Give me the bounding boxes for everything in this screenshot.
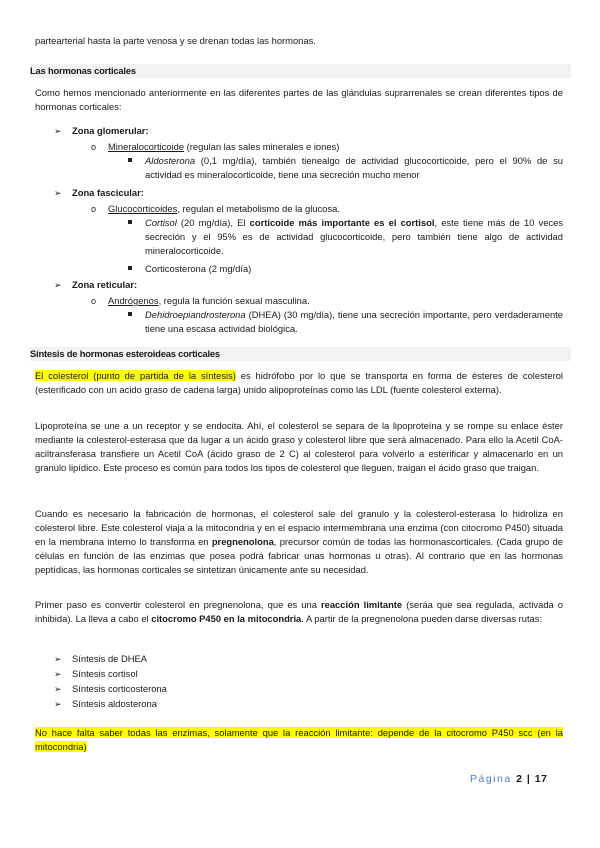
item-name: Cortisol <box>145 217 177 228</box>
bold-text: reacción limitante <box>320 599 403 610</box>
zone-type-desc: , regulan el metabolismo de la glucosa. <box>177 203 340 214</box>
highlighted-text: No hace falta saber todas las enzimas, solamente que la reacción limitante: depende de la citocromo P450 scc (en la mitocondria) <box>35 727 563 752</box>
route-item: Síntesis de DHEA <box>72 653 148 664</box>
bold-text: pregnenolona <box>211 536 274 547</box>
route-item: Síntesis corticosterona <box>72 683 167 694</box>
page-footer <box>470 772 547 786</box>
square-bullet-icon <box>128 266 132 270</box>
paragraph-fabricacion <box>35 507 563 577</box>
paragraph-text: , precursor común de todas las hormonascorticales. (Cada grupo de células en función de las enzimas que posea podrá fabricar unas hormonas u otras). Al contrario que en las hormonas peptídicas, las hormonas corticales se sintetizan únicamente ante su necesidad. <box>35 536 563 575</box>
square-bullet-icon <box>128 220 132 224</box>
arrow-bullet-icon: ➢ <box>54 699 62 709</box>
arrow-bullet-icon: ➢ <box>54 126 62 136</box>
item-text: (0,1 mg/día), también tienealgo de actividad glucocorticoide, pero el 90% de su actividad es mineralocorticoide, tiene una secreción mucho menor <box>145 155 563 180</box>
page-number: 2 <box>516 773 523 785</box>
circle-bullet-icon: o <box>91 142 97 152</box>
page-total: 17 <box>534 773 548 785</box>
item-dhea <box>145 308 563 336</box>
paragraph-text: es hidrófobo por lo que se transporta en forma de ésteres de colesterol (esterificado con un acido graso de cadena larga) unido alipoproteínas como las LDL (fuente colesterol externa). <box>35 370 563 395</box>
zone-type-desc: (regulan las sales minerales e iones) <box>184 141 340 152</box>
paragraph-colesterol <box>35 369 563 397</box>
zone-type-reticular <box>108 294 310 308</box>
arrow-bullet-icon: ➢ <box>54 684 62 694</box>
section-title: Las hormonas corticales <box>30 65 136 76</box>
section-heading-sintesis <box>30 347 571 361</box>
item-cortisol <box>145 216 563 258</box>
item-name: Aldosterona <box>145 155 196 166</box>
zone-type-desc: , regula la función sexual masculina. <box>158 295 310 306</box>
paragraph-text: Primer paso es convertir colesterol en pregnenolona, que es una <box>35 599 321 610</box>
arrow-bullet-icon: ➢ <box>54 188 62 198</box>
square-bullet-icon <box>128 158 132 162</box>
zone-label-fascicular: Zona fascicular: <box>72 187 144 198</box>
zone-type-glomerular <box>108 140 339 154</box>
section-title: Síntesis de hormonas esteroideas corticales <box>30 348 220 359</box>
item-corticosterona: Corticosterona (2 mg/día) <box>145 263 252 274</box>
zone-type-name: Andrógenos <box>108 295 159 306</box>
section1-intro: Como hemos mencionado anteriormente en las diferentes partes de las glándulas suprarrenales se crean diferentes tipos de hormonas corticales: <box>35 87 563 112</box>
page-separator: | <box>526 773 531 785</box>
item-mid: (20 mg/día), El <box>176 217 250 228</box>
bold-text: citocromo P450 en la mitocondria <box>151 613 302 624</box>
arrow-bullet-icon: ➢ <box>54 669 62 679</box>
zone-label-reticular: Zona reticular: <box>72 279 138 290</box>
item-text: , este tiene más de 10 veces secreción y el 95% es de actividad glucocorticoide, pero también tiene algo de actividad mineralocorticoide. <box>145 217 564 256</box>
route-item: Síntesis aldosterona <box>72 698 157 709</box>
arrow-bullet-icon: ➢ <box>54 280 62 290</box>
final-note <box>35 726 563 754</box>
item-text: (DHEA) (30 mg/día), tiene una secreción importante, pero verdaderamente tiene una escasa actividad biológica. <box>145 309 563 334</box>
zone-type-name: Glucocorticoides <box>108 203 178 214</box>
paragraph-text: (seráa que sea regulada, activada o inhibida). La lleva a cabo el <box>35 599 564 624</box>
item-name: Dehidroepiandrosterona <box>145 309 246 320</box>
zone-label-glomerular: Zona glomerular: <box>72 125 149 136</box>
page-label: Página <box>470 773 512 785</box>
item-bold: corticoide más importante es el cortisol <box>249 217 435 228</box>
zone-type-fascicular <box>108 202 340 216</box>
circle-bullet-icon: o <box>91 204 97 214</box>
paragraph-lipoproteina: Lipoproteína se une a un receptor y se endocita. Ahí, el colesterol se separa de la lipoproteína y se rompe su enlace éster mediante la colesterol-esterasa que da lugar a un ácido graso y colesterol libre que será almacenado. Para ello la Acetil CoA-aciltransferasa transfiere un Acetil CoA (ácido graso de 2 C) al colesterol para volverlo a esterificar y almacenarlo en un granulo lipídico. Este proceso es común para todos los tipos de colesterol que lleguen, traigan el ácido graso que traigan. <box>35 420 563 473</box>
paragraph-primer-paso <box>35 598 563 626</box>
circle-bullet-icon: o <box>91 296 97 306</box>
paragraph-text: . A partir de la pregnenolona pueden darse diversas rutas: <box>301 613 543 624</box>
paragraph-text: Cuando es necesario la fabricación de hormonas, el colesterol sale del granulo y la colesterol-esterasa lo hidroliza en colesterol libre. Este colesterol viaja a la mitocondria y en el espacio intermembrana una enzima (con citocromo P450) situada en la membrana interno lo transforma en <box>35 508 563 547</box>
section-heading-hormonas-corticales <box>30 64 571 78</box>
zone-type-name: Mineralocorticoide <box>108 141 185 152</box>
arrow-bullet-icon: ➢ <box>54 654 62 664</box>
square-bullet-icon <box>128 312 132 316</box>
item-aldosterona <box>145 154 563 182</box>
highlighted-text: El colesterol (punto de partida de la síntesis) <box>35 370 236 381</box>
route-item: Síntesis cortisol <box>72 668 138 679</box>
intro-line: partearterial hasta la parte venosa y se drenan todas las hormonas. <box>35 35 316 46</box>
